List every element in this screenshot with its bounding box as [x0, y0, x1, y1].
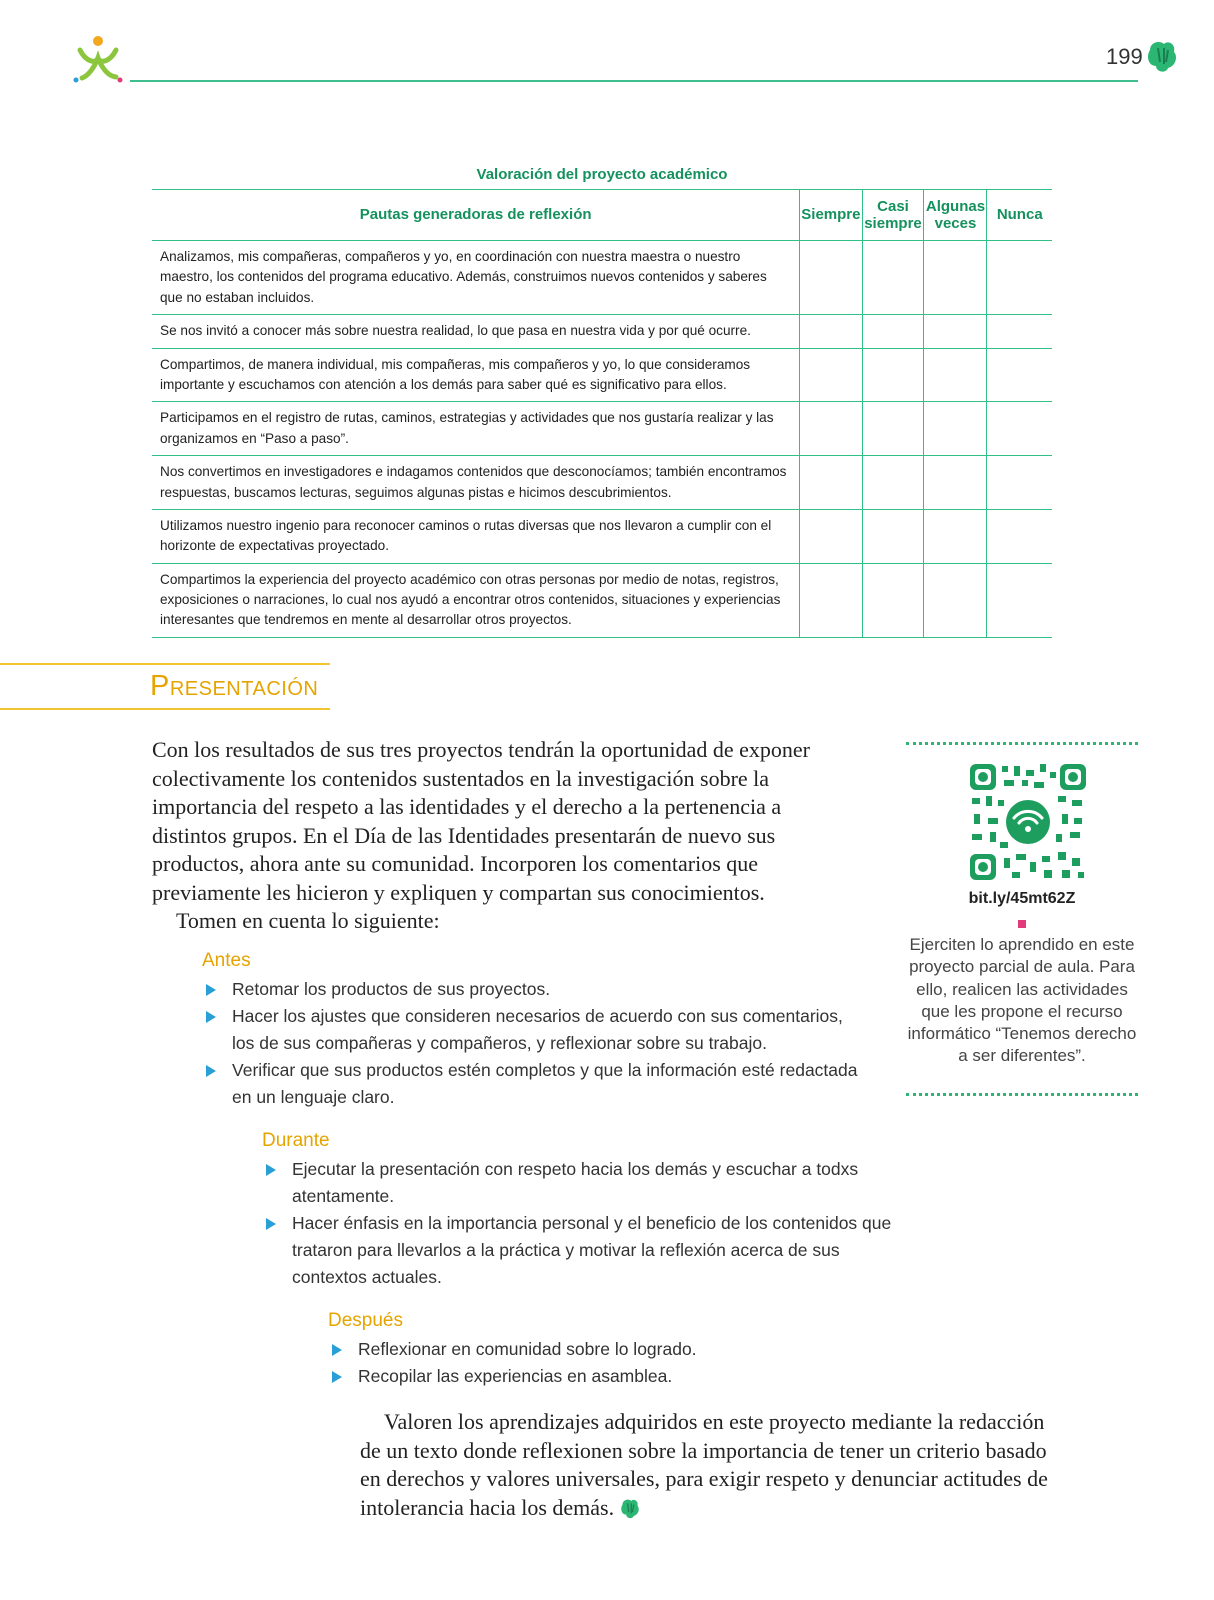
rating-cell-algunas-veces[interactable]: [924, 348, 987, 402]
rating-cell-algunas-veces[interactable]: [924, 315, 987, 348]
rating-cell-siempre[interactable]: [800, 348, 862, 402]
bullet-arrow-icon: [206, 1011, 216, 1023]
table-row: [152, 402, 1052, 456]
column-header-algunas-veces: Algunas veces: [924, 190, 987, 241]
bullet-list-antes: [202, 976, 862, 1111]
list-item: Hacer énfasis en la importancia personal y el beneficio de los contenidos que trataron para llevarlos a la práctica y motivar la reflexión acerca de sus contextos actuales.: [262, 1210, 892, 1291]
phase-despues: [328, 1310, 888, 1390]
rating-cell-casi-siempre[interactable]: [862, 241, 924, 315]
leaf-icon: [620, 1498, 640, 1520]
program-logo-icon: [70, 32, 126, 88]
rating-cell-casi-siempre[interactable]: [862, 563, 924, 637]
dotted-rule-bottom: [906, 1093, 1138, 1096]
table-row: [152, 509, 1052, 563]
section-rule-top: [0, 663, 330, 665]
criteria-header: Pautas generadoras de reflexión: [152, 190, 800, 241]
criteria-cell: Participamos en el registro de rutas, caminos, estrategias y actividades que nos gustaría realizar y las organizamos en “Paso a paso”.: [152, 402, 800, 456]
phase-title-durante: Durante: [262, 1130, 330, 1151]
rating-cell-siempre[interactable]: [800, 241, 862, 315]
rating-cell-algunas-veces[interactable]: [924, 402, 987, 456]
rating-cell-algunas-veces[interactable]: [924, 509, 987, 563]
list-item: Ejecutar la presentación con respeto hacia los demás y escuchar a todxs atentamente.: [262, 1156, 892, 1210]
evaluation-table-block: [152, 166, 1052, 638]
table-row: [152, 456, 1052, 510]
resource-sidebar: [906, 742, 1138, 1096]
rating-cell-siempre[interactable]: [800, 563, 862, 637]
intro-paragraph: Con los resultados de sus tres proyectos tendrán la oportunidad de exponer colectivamente los contenidos sustentados en la investigación sobre la importancia del respeto a las identidades y el derecho a la pertenencia a distintos grupos. En el Día de las Identidades presentarán de nuevo sus productos, ahora ante su comunidad. Incorporen los comentarios que previamente les hicieron y expliquen y compartan sus conocimientos.: [152, 737, 811, 905]
rating-cell-casi-siempre[interactable]: [862, 348, 924, 402]
rating-cell-nunca[interactable]: [987, 509, 1052, 563]
table-row: [152, 563, 1052, 637]
rating-cell-algunas-veces[interactable]: [924, 456, 987, 510]
column-header-casi-siempre: Casi siempre: [862, 190, 924, 241]
criteria-cell: Utilizamos nuestro ingenio para reconocer caminos o rutas diversas que nos llevaron a cumplir con el horizonte de expectativas proyectado.: [152, 509, 800, 563]
rating-cell-siempre[interactable]: [800, 315, 862, 348]
list-item: Verificar que sus productos estén completos y que la información esté redactada en un lenguaje claro.: [202, 1057, 862, 1111]
column-header-siempre: Siempre: [800, 190, 862, 241]
bullet-arrow-icon: [266, 1218, 276, 1230]
rating-cell-casi-siempre[interactable]: [862, 509, 924, 563]
pink-marker: [1018, 920, 1026, 928]
rating-cell-casi-siempre[interactable]: [862, 315, 924, 348]
table-row: [152, 315, 1052, 348]
bullet-list-durante: [262, 1156, 892, 1291]
closing-paragraph: [360, 1408, 1050, 1522]
qr-code-icon[interactable]: [968, 762, 1088, 882]
section-rule-bottom: [0, 708, 330, 710]
list-item: Reflexionar en comunidad sobre lo logrado.: [328, 1336, 888, 1363]
list-item: Recopilar las experiencias en asamblea.: [328, 1363, 888, 1390]
table-title: Valoración del proyecto académico: [476, 166, 728, 183]
rating-cell-nunca[interactable]: [987, 241, 1052, 315]
bullet-arrow-icon: [266, 1164, 276, 1176]
criteria-cell: Analizamos, mis compañeras, compañeros y yo, en coordinación con nuestra maestra o nuestro maestro, los contenidos del programa educativo. Además, construimos nuevos contenidos y saberes que no estaban incluidos.: [152, 241, 800, 315]
header-rule: [130, 80, 1138, 82]
phase-title-antes: Antes: [202, 950, 251, 971]
criteria-cell: Se nos invitó a conocer más sobre nuestra realidad, lo que pasa en nuestra vida y por qué ocurre.: [152, 315, 800, 348]
rating-cell-siempre[interactable]: [800, 456, 862, 510]
rating-cell-nunca[interactable]: [987, 456, 1052, 510]
rating-cell-nunca[interactable]: [987, 315, 1052, 348]
rating-cell-nunca[interactable]: [987, 402, 1052, 456]
phase-antes: [202, 950, 862, 1111]
bullet-arrow-icon: [332, 1344, 342, 1356]
page-number: 199: [1106, 44, 1143, 69]
sidebar-text: Ejerciten lo aprendido en este proyecto parcial de aula. Para ello, realicen las actividades que les propone el recurso informático “Tenemos derecho a ser diferentes”.: [907, 935, 1137, 1066]
criteria-cell: Compartimos, de manera individual, mis compañeras, mis compañeros y yo, lo que consideramos importante y escuchamos con atención a los demás para saber qué es significativo para ellos.: [152, 348, 800, 402]
section-title: Presentación: [150, 670, 319, 702]
bullet-arrow-icon: [332, 1371, 342, 1383]
criteria-cell: Nos convertimos en investigadores e indagamos contenidos que desconocíamos; también encontramos respuestas, buscamos lecturas, seguimos algunas pistas e hicimos descubrimientos.: [152, 456, 800, 510]
column-header-nunca: Nunca: [987, 190, 1052, 241]
table-row: [152, 241, 1052, 315]
rating-cell-nunca[interactable]: [987, 563, 1052, 637]
phase-durante: [262, 1130, 892, 1291]
bullet-arrow-icon: [206, 1065, 216, 1077]
rating-cell-algunas-veces[interactable]: [924, 241, 987, 315]
table-header-row: [152, 190, 1052, 241]
list-item: Retomar los productos de sus proyectos.: [202, 976, 862, 1003]
qr-link-text[interactable]: bit.ly/45mt62Z: [968, 890, 1076, 907]
evaluation-table: [152, 189, 1052, 638]
dotted-rule-top: [906, 742, 1138, 745]
intro-text-block: [152, 736, 852, 936]
rating-cell-nunca[interactable]: [987, 348, 1052, 402]
rating-cell-siempre[interactable]: [800, 402, 862, 456]
rating-cell-casi-siempre[interactable]: [862, 402, 924, 456]
bullet-list-despues: [328, 1336, 888, 1390]
lead-paragraph: Tomen en cuenta lo siguiente:: [176, 908, 440, 933]
leaf-icon: [1146, 40, 1178, 74]
bullet-arrow-icon: [206, 984, 216, 996]
table-row: [152, 348, 1052, 402]
rating-cell-siempre[interactable]: [800, 509, 862, 563]
phase-title-despues: Después: [328, 1310, 403, 1331]
rating-cell-algunas-veces[interactable]: [924, 563, 987, 637]
rating-cell-casi-siempre[interactable]: [862, 456, 924, 510]
criteria-cell: Compartimos la experiencia del proyecto académico con otras personas por medio de notas, registros, exposiciones o narraciones, lo cual nos ayudó a encontrar otros contenidos, situaciones y experiencias interesantes que tendremos en mente al desarrollar otros proyectos.: [152, 563, 800, 637]
closing-text: Valoren los aprendizajes adquiridos en este proyecto mediante la redacción de un texto donde reflexionen sobre la importancia de tener un criterio basado en derechos y valores universales, para exigir respeto y denunciar actitudes de intolerancia hacia los demás.: [360, 1409, 1048, 1520]
list-item: Hacer los ajustes que consideren necesarios de acuerdo con sus comentarios, los de sus compañeras y compañeros, y reflexionar sobre su trabajo.: [202, 1003, 862, 1057]
